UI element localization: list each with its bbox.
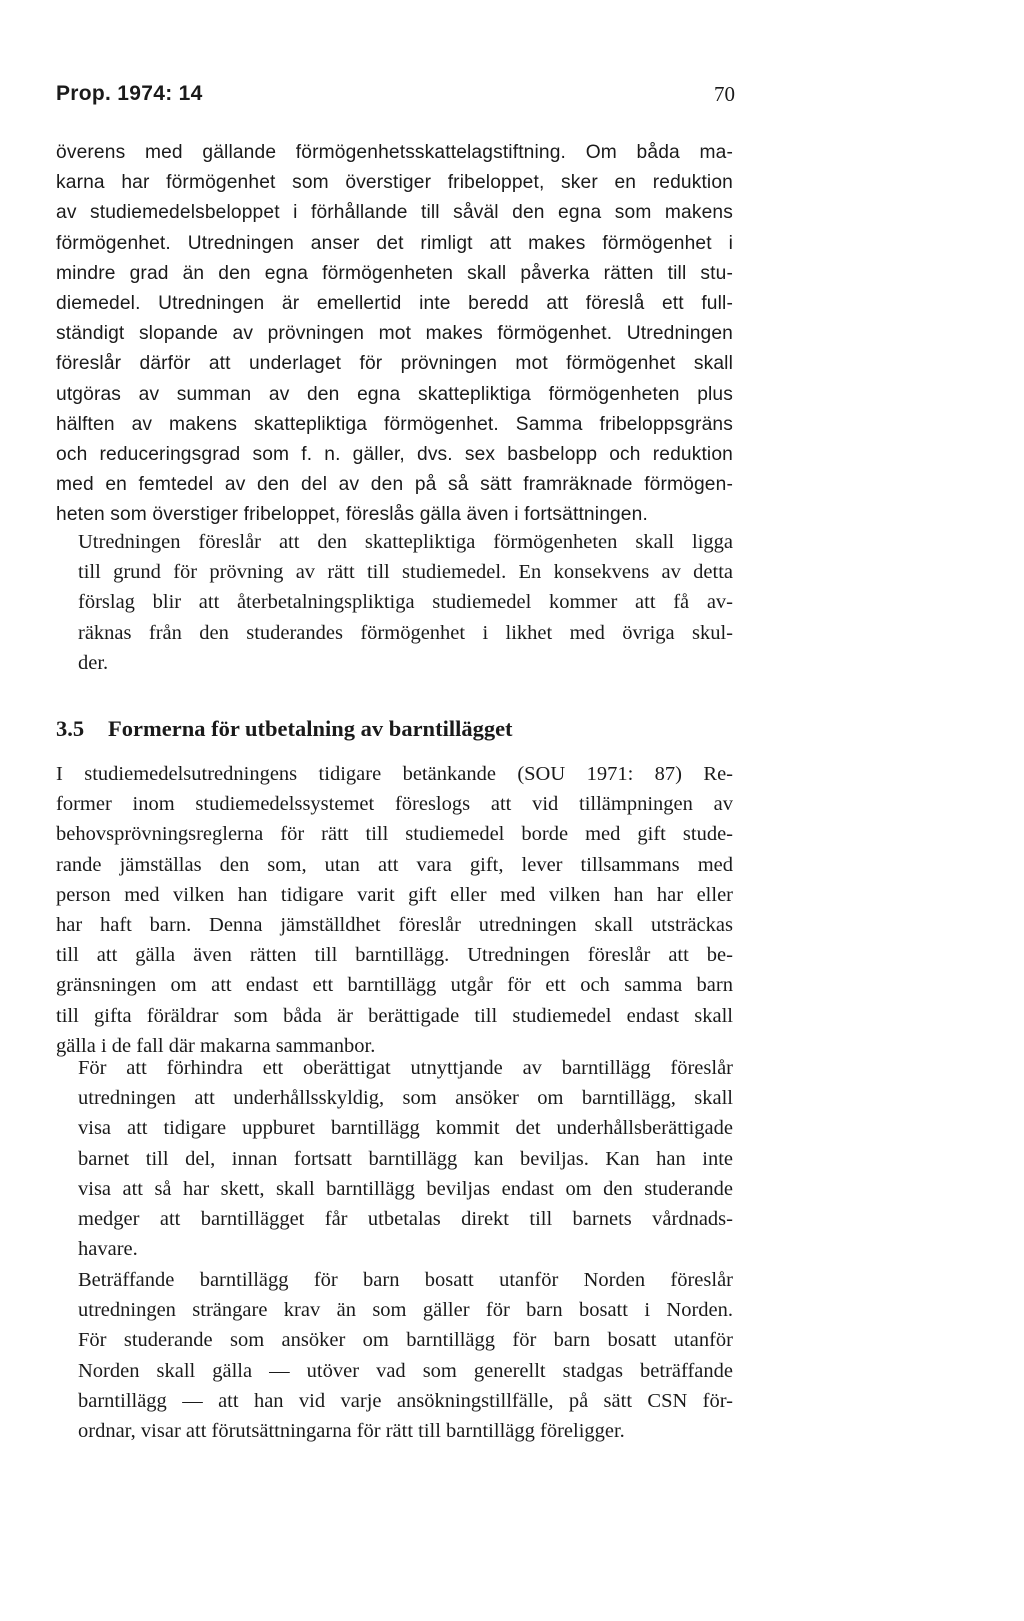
text-line: ständigt slopande av prövningen mot makes förmögenhet. Utredningen: [56, 323, 733, 345]
text-line: till gifta föräldrar som båda är berättigade till studiemedel endast skall: [56, 1004, 733, 1027]
text-line: gälla i de fall där makarna sammanbor.: [56, 1034, 376, 1057]
text-line: till att gälla även rätten till barntillägg. Utredningen föreslår att be-: [56, 944, 733, 967]
text-line: barnet till del, innan fortsatt barntillägg kan beviljas. Kan han inte: [78, 1147, 733, 1170]
section-heading: [56, 716, 513, 742]
text-line: utgöras av summan av den egna skattepliktiga förmögenheten plus: [56, 383, 733, 405]
text-line: havare.: [78, 1238, 138, 1261]
paragraph-2: [56, 527, 733, 678]
text-line: der.: [78, 651, 109, 674]
text-line: visa att så har skett, skall barntillägg beviljas endast om den studerande: [78, 1177, 733, 1200]
text-line: utredningen att underhållsskyldig, som ansöker om barntillägg, skall: [78, 1087, 733, 1110]
text-line: I studiemedelsutredningens tidigare betänkande (SOU 1971: 87) Re-: [56, 763, 733, 785]
text-line: För studerande som ansöker om barntillägg för barn bosatt utanför: [78, 1329, 733, 1352]
text-line: person med vilken han tidigare varit gift eller med vilken han har eller: [56, 883, 733, 906]
text-line: förmögenhet. Utredningen anser det rimligt att makes förmögenhet i: [56, 232, 733, 254]
text-line: av studiemedelsbeloppet i förhållande till såväl den egna som makens: [56, 202, 733, 224]
paragraph-4: [56, 1053, 733, 1264]
text-line: till grund för prövning av rätt till studiemedel. En konsekvens av detta: [78, 561, 733, 584]
text-line: gränsningen om att endast ett barntillägg utgår för ett och samma barn: [56, 974, 733, 997]
text-line: har haft barn. Denna jämställdhet föreslår utredningen skall utsträckas: [56, 914, 733, 937]
text-line: Norden skall gälla — utöver vad som generellt stadgas beträffande: [78, 1359, 733, 1382]
text-line: mindre grad än den egna förmögenheten skall påverka rätten till stu-: [56, 262, 733, 284]
text-line: karna har förmögenhet som överstiger fribeloppet, sker en reduktion: [56, 172, 733, 194]
text-line: föreslår därför att underlaget för prövningen mot förmögenhet skall: [56, 353, 733, 375]
text-line: hälften av makens skattepliktiga förmögenhet. Samma fribeloppsgräns: [56, 413, 733, 435]
section-title: Formerna för utbetalning av barntillägget: [108, 716, 513, 741]
text-line: former inom studiemedelssystemet föreslogs att vid tillämpningen av: [56, 793, 733, 816]
paragraph-3: [56, 759, 733, 1061]
text-line: och reduceringsgrad som f. n. gäller, dvs. sex basbelopp och reduktion: [56, 444, 733, 466]
page-header: [56, 82, 735, 112]
text-line: ordnar, visar att förutsättningarna för rätt till barntillägg föreligger.: [78, 1420, 625, 1443]
section-number: 3.5: [56, 716, 85, 741]
page-number: 70: [714, 82, 735, 106]
text-line: överens med gällande förmögenhetsskattelagstiftning. Om båda ma-: [56, 142, 733, 163]
text-line: Utredningen föreslår att den skattepliktiga förmögenheten skall ligga: [78, 531, 733, 553]
paragraph-1: [56, 138, 733, 531]
publication-title: Prop. 1974: 14: [56, 82, 203, 105]
text-line: utredningen strängare krav än som gäller för barn bosatt i Norden.: [78, 1299, 733, 1322]
text-line: medger att barntillägget får utbetalas direkt till barnets vårdnads-: [78, 1208, 733, 1231]
text-line: Beträffande barntillägg för barn bosatt utanför Norden föreslår: [78, 1269, 733, 1291]
text-line: räknas från den studerandes förmögenhet i likhet med övriga skul-: [78, 621, 733, 644]
text-line: förslag blir att återbetalningspliktiga studiemedel kommer att få av-: [78, 591, 733, 614]
text-line: behovsprövningsreglerna för rätt till studiemedel borde med gift stude-: [56, 823, 733, 846]
text-line: med en femtedel av den del av den på så sätt framräknade förmögen-: [56, 474, 733, 496]
text-line: heten som överstiger fribeloppet, föreslås gälla även i fortsättningen.: [56, 504, 648, 526]
text-line: barntillägg — att han vid varje ansökningstillfälle, på sätt CSN för-: [78, 1389, 733, 1412]
text-line: För att förhindra ett oberättigat utnyttjande av barntillägg föreslår: [78, 1057, 733, 1079]
text-line: rande jämställas den som, utan att vara gift, lever tillsammans med: [56, 853, 733, 876]
text-line: diemedel. Utredningen är emellertid inte beredd att föreslå ett full-: [56, 293, 733, 315]
text-line: visa att tidigare uppburet barntillägg kommit det underhållsberättigade: [78, 1117, 733, 1140]
paragraph-5: [56, 1265, 733, 1446]
